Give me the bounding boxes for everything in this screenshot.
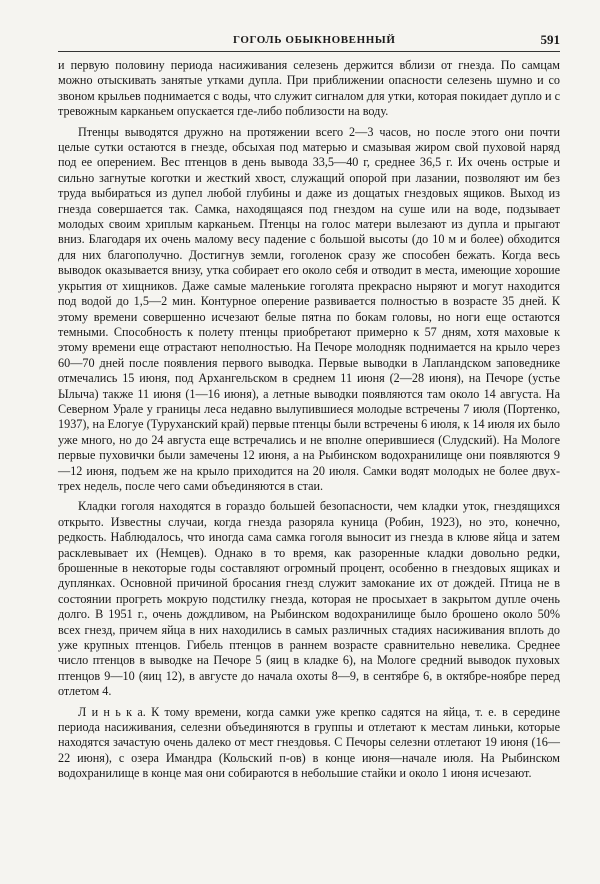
paragraph: Л и н ь к а. К тому времени, когда самки уже крепко садятся на яйца, т. е. в середине периода насиживания, селезни объединяются в группы и отлетают к местам линьки, которые находятся зачастую очень далеко от мест гнездовья. С Печоры селезни отлетают 19 июня (16—22 июня), с озера Имандра (Кольский п-ов) в конце июня—начале июля. На Рыбинском водохранилище в конце мая они собираются в небольшие стайки и около 1 июня исчезают. xyxy=(58,704,560,781)
paragraph: Птенцы выводятся дружно на протяжении всего 2—3 часов, но после этого они почти целые сутки остаются в гнезде, обсыхая под матерью и смазывая жиром свой пуховой наряд под ее оперением. Вес птенцов в день вывода 33,5—40 г, среднее 36,5 г. Их очень острые и сильно загнутые коготки и жесткий хвост, служащий опорой при лазании, позволяют им без труда выбираться из дупел любой глубины и даже из дощатых гнездовых ящиков. Выход из гнезда совершается так. Самка, находящаяся под гнездом на суше или на воде, подзывает молодых своим хриплым карканьем. Птенцы на голос матери вылезают из дупла и прыгают вниз. Благодаря их очень малому весу падение с большой высоты (до 10 м и более) обходится для них благополучно. Достигнув земли, гоголенок сразу же способен бежать. Когда весь выводок оказывается внизу, утка собирает его около себя и отводит в места, имеющие хорошие укрытия от хищников. Даже самые маленькие гоголята прекрасно ныряют и могут находится под водой до 1,5—2 мин. Контурное оперение развивается полностью в возрасте 35 дней. К этому времени совершенно исчезают белые пятна по бокам головы, но ноги еще остаются темными. Способность к полету птенцы приобретают примерно к 57 дням, хотя маховые к этому времени еще отрастают неполностью. На Печоре молодняк поднимается на крыло через 60—70 дней после появления первого выводка. Первые выводки в Лапландском заповеднике отмечались 15 июня, под Архангельском в среднем 11 июня (2—28 июня), на Печоре (устье Ылыча) также 11 июня (1—16 июня), а летные выводки появляются там около 14 августа. На Северном Урале у границы леса недавно вылупившиеся молодые встречены 7 июля (Портенко, 1937), на Елогуе (Туруханский край) первые птенцы были встречены 6 июля, к 14 июля их было уже много, но до 24 августа еще встречались и не вполне оперившиеся (Слудский). На Мологе первые пуховички были замечены 12 июня, а на Рыбинском водохранилище они появляются 9—12 июня, подъем же на крыло приходится на 20 июля. Самки водят молодых не более двух-трех недель, после чего сами объединяются в стаи. xyxy=(58,124,560,493)
paragraph: и первую половину периода насиживания селезень держится вблизи от гнезда. По самцам можно отыскивать занятые утками дупла. При приближении опасности селезень шумно и со звоном крыльев поднимается с воды, что служит сигналом для утки, которая покидает дупло и с тревожным карканьем опускается где-либо поблизости на воду. xyxy=(58,58,560,119)
body-text xyxy=(58,58,560,782)
paragraph: Кладки гоголя находятся в гораздо большей безопасности, чем кладки уток, гнездящихся открыто. Известны случаи, когда гнезда разоряла куница (Робин, 1923), но это, конечно, редкость. Наблюдалось, что иногда сама самка гоголя выносит из гнезда в клюве яйца и затем расклевывает их (Немцев). Однако в то время, как разоренные кладки довольно редки, брошенные в некоторые годы составляют огромный процент, особенно в гнездовых ящиках и дуплянках. Основной причиной бросания гнезд служит замокание их от дождей. Птица не в состоянии прогреть мокрую подстилку гнезда, которая не просыхает в закрытом дупле очень долго. В 1951 г., очень дождливом, на Рыбинском водохранилище было брошено около 50% всех гнезд, причем яйца в них находились в самых различных стадиях насиживания вплоть до уже крупных птенцов. Гибель птенцов в раннем возрасте сравнительно невелика. Среднее число птенцов в выводке на Печоре 5 (яиц в кладке 6), на Мологе средний выводок пуховых птенцов 9—10 (яиц 12), в августе до начала охоты 8—9, в сентябре 6, в октябре-ноябре перед отлетом 4. xyxy=(58,499,560,699)
page-header xyxy=(58,34,560,52)
header-rule xyxy=(58,51,560,52)
page-number: 591 xyxy=(540,32,560,47)
running-title: ГОГОЛЬ ОБЫКНОВЕННЫЙ xyxy=(233,34,396,46)
